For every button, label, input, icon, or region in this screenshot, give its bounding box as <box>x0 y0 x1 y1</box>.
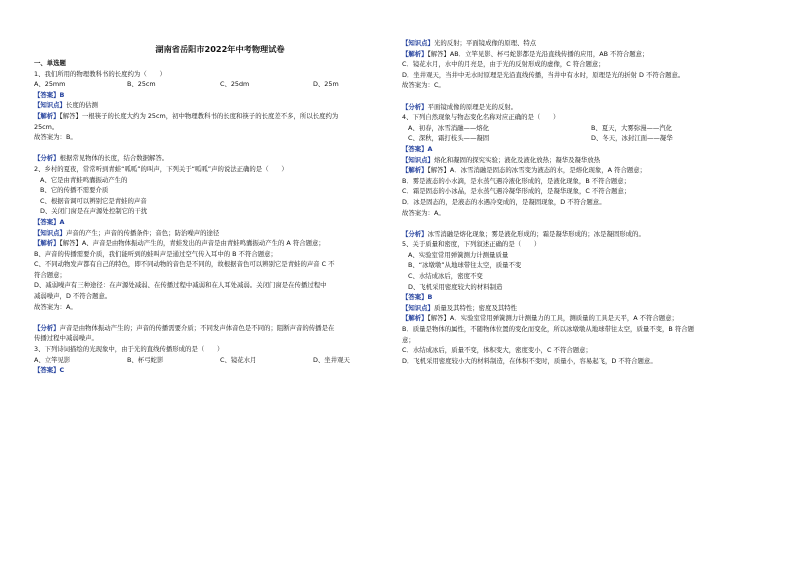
analysis <box>34 153 406 164</box>
option: A、实验室常用弹簧测力计测量质量 <box>408 250 509 259</box>
knowledge-point <box>34 228 406 239</box>
analysis <box>402 102 774 113</box>
option: C、根据音调可以辨别它是青蛙的声音 <box>40 196 147 205</box>
ana-text: 根据常见物体的长度，结合数据解答。 <box>59 154 169 163</box>
explanation <box>34 111 406 122</box>
option: C、25dm <box>220 80 250 89</box>
answer-label: 【答案】C <box>34 366 65 375</box>
kp-text: 光的反射；平面镜成像的原理、特点 <box>433 39 537 47</box>
kp-tag: 【知识点】 <box>34 101 66 110</box>
analysis <box>402 229 774 240</box>
answer-label: 【答案】A <box>402 144 433 153</box>
knowledge-point <box>34 100 406 111</box>
ana-tag: 【分析】 <box>402 229 428 238</box>
knowledge-point <box>402 38 774 49</box>
question-1: 1、我们所用的物理教科书的长度约为（ ） <box>34 69 166 78</box>
answer-label: 【答案】B <box>34 90 65 99</box>
question-3: 3、下列诗词描绘的光现象中，由于光的直线传播形成的是（ ） <box>34 345 224 354</box>
explanation <box>402 49 774 60</box>
explanation-line: B．雾是液态的小水滴，是水蒸气遇冷液化形成的，是液化现象，B 不符合题意； <box>402 176 631 185</box>
option: C、水结成冰后，密度不变 <box>408 272 483 281</box>
explanation-line: D．冰是固态的，是液态的水遇冷变成的，是凝固现象，D 不符合题意。 <box>402 197 606 206</box>
option: A、25mm <box>34 80 66 89</box>
expl-tag: 【解析】 <box>34 239 60 248</box>
explanation-cont: 25cm。 <box>34 122 59 131</box>
explanation-line: 意； <box>402 335 415 344</box>
kp-tag: 【知识点】 <box>402 303 434 312</box>
explanation-line: B、声音的传播需要介质，我们能听到的蛙叫声是通过空气传入耳中的 B 不符合题意； <box>34 249 277 258</box>
kp-tag: 【知识点】 <box>34 228 66 237</box>
expl-tag: 【解析】 <box>402 314 428 323</box>
question-3-options <box>34 355 406 366</box>
option: D、飞机采用密度较大的材料制造 <box>408 282 503 291</box>
option: B、25cm <box>127 80 156 89</box>
kp-text: 声音的产生；声音的传播条件；音色；防治噪声的途径 <box>65 228 220 237</box>
question-4-options-row2 <box>402 133 774 144</box>
option: D、关闭门窗是在声源处控制它的干扰 <box>40 207 148 216</box>
expl-text: 【解答】一根筷子的长度大约为 25cm，初中物理教科书的长度和筷子的长度差不多，所以长度约为 <box>59 111 339 120</box>
ana-tag: 【分析】 <box>34 154 60 163</box>
expl-tag: 【解析】 <box>402 49 428 58</box>
kp-tag: 【知识点】 <box>402 39 434 47</box>
right-column <box>402 38 774 366</box>
analysis <box>34 323 406 334</box>
option: C、深秋，霜打枝头——凝固 <box>408 134 490 143</box>
question-5: 5、关于质量和密度，下列叙述正确的是（ ） <box>402 240 541 249</box>
expl-text: 【解答】A、声音是由物体振动产生的，青蛙发出的声音是由青蛙鸣囊振动产生的 A 符合题意； <box>59 239 325 248</box>
expl-tag: 【解析】 <box>402 166 428 175</box>
ana-text: 冰雪消融是熔化现象；雾是液化形成的；霜是凝华形成的；冰是凝固形成的。 <box>427 229 645 238</box>
analysis-line: 传播过程中减弱噪声。 <box>34 334 98 343</box>
question-4: 4、下列自然现象与物态变化名称对应正确的是（ ） <box>402 113 560 122</box>
expl-tag: 【解析】 <box>34 111 60 120</box>
option: D、冬天，冰封江面——凝华 <box>591 134 673 143</box>
expl-text: 【解答】A．冰雪消融是固态的冰雪变为液态的水，是熔化现象，A 符合题意； <box>427 166 647 175</box>
section-heading: 一、单选题 <box>34 59 66 67</box>
question-4-options-row1 <box>402 123 774 134</box>
kp-text: 质量及其特性；密度及其特性 <box>433 303 518 312</box>
explanation <box>34 238 406 249</box>
kp-tag: 【知识点】 <box>402 155 434 164</box>
ana-tag: 【分析】 <box>34 323 60 332</box>
option: B、杯弓蛇影 <box>127 355 164 364</box>
explanation-line: C．水结成冰后，质量不变，体积变大，密度变小，C 不符合题意； <box>402 346 592 355</box>
explanation-line: D、减弱噪声有三种途径：在声源处减弱、在传播过程中减弱和在人耳处减弱。关闭门窗是在传播过程中 <box>34 281 327 290</box>
answer-label: 【答案】A <box>34 217 65 226</box>
explanation-line: 符合题意； <box>34 270 66 279</box>
option: A、它是由青蛙鸣囊振动产生的 <box>40 175 128 184</box>
question-1-options <box>34 79 406 90</box>
explanation-line: C．镜花水月，水中的月亮是，由于光的反射形成的虚像，C 符合题意； <box>402 60 605 69</box>
conclusion: 故答案为：A。 <box>34 302 77 311</box>
explanation-line: C、不同动物发声都有自己的特色，即不同动物的音色是不同的，故根据音色可以辨别它是青蛙的声音 C 不 <box>34 260 335 269</box>
question-2: 2、乡村的夏夜，常常听到青蛙“呱呱”的叫声，下列关于“呱呱”声的说法正确的是（ ） <box>34 164 288 173</box>
explanation <box>402 313 774 324</box>
conclusion: 故答案为：C。 <box>402 81 445 90</box>
left-column <box>34 58 406 376</box>
explanation <box>402 165 774 176</box>
expl-text: 【解答】A．实验室常用弹簧测力计测量力的工具，测质量的工具是天平，A 不符合题意； <box>427 314 678 323</box>
explanation-line: D．飞机采用密度较小大的材料制造，在体积不变时，质量小，容易起飞，D 不符合题意。 <box>402 356 657 365</box>
option: B、夏天，大雾弥漫——汽化 <box>591 123 673 132</box>
ana-tag: 【分析】 <box>402 102 428 111</box>
explanation-line: 减弱噪声，D 不符合题意。 <box>34 292 112 301</box>
knowledge-point <box>402 303 774 314</box>
option: A、初春，冰雪消融——熔化 <box>408 123 490 132</box>
conclusion: 故答案为：B。 <box>34 133 77 142</box>
option: D、坐井观天 <box>313 355 350 364</box>
answer-label: 【答案】B <box>402 293 433 302</box>
option: B、“冰墩墩”从地球带往太空，质量不变 <box>408 261 522 270</box>
option: D、25m <box>313 80 339 89</box>
explanation-line: C．霜是固态的小冰晶，是水蒸气遇冷凝华形成的，是凝华现象，C 不符合题意； <box>402 187 631 196</box>
explanation-line: D．坐井观天，当井中无水时原理是光沿直线传播，当井中有水时，原理是光的折射 D 不符合题意。 <box>402 70 685 79</box>
option: B、它的传播不需要介质 <box>40 186 109 195</box>
conclusion: 故答案为：A。 <box>402 208 445 217</box>
ana-text: 平面镜成像的原理是光的反射。 <box>427 102 518 111</box>
kp-text: 长度的估测 <box>65 101 98 110</box>
ana-text: 声音是由物体振动产生的；声音的传播需要介质；不同发声体音色是不同的；阻断声音的传播是在 <box>59 323 335 332</box>
knowledge-point <box>402 155 774 166</box>
kp-text: 熔化和凝固的探究实验；液化及液化放热；凝华及凝华放热 <box>433 155 601 164</box>
option: A、立竿见影 <box>34 355 71 364</box>
option: C、镜花水月 <box>220 355 257 364</box>
page-title: 湖南省岳阳市2022年中考物理试卷 <box>155 44 285 54</box>
explanation-line: B．质量是物体的属性，不随物体位置的变化而变化，所以冰墩墩从地球带往太空，质量不变，B 符合题 <box>402 325 694 334</box>
expl-text: 【解答】AB．立竿见影、杯弓蛇影都是光沿直线传播的应用，AB 不符合题意； <box>427 49 649 58</box>
